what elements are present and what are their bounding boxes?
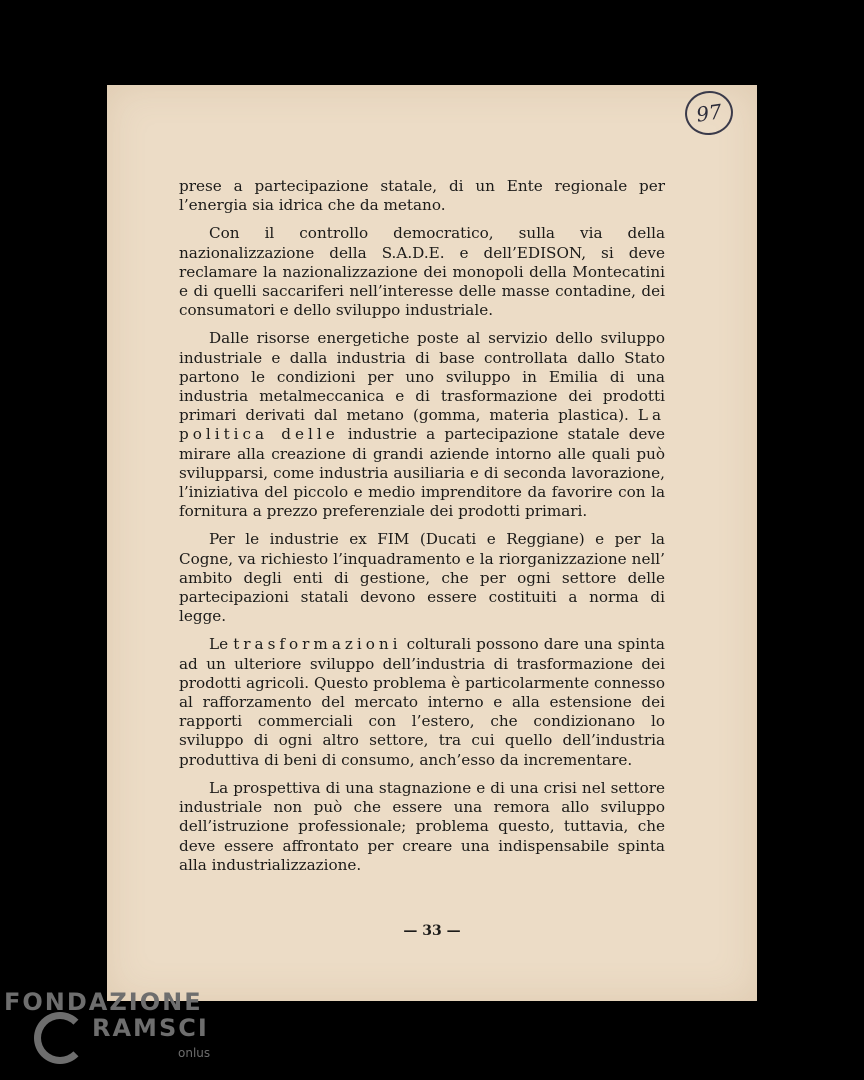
paragraph-5-text-a: Le — [209, 635, 234, 654]
logo-onlus: onlus — [178, 1046, 211, 1060]
paragraph-5-text-b: colturali possono dare una spinta ad un ulteriore sviluppo dell’industria di trasformazione dei prodotti agricoli. Questo problema è particolarmente connesso al rafforzamento del mercato interno e alla estensione dei rapporti commerciali con l’estero, che condizionano lo sviluppo di ogni altro settore, tra cui quello dell’industria produttiva di beni di consumo, anch’esso da incrementare. — [179, 635, 665, 769]
logo-g-icon — [34, 1012, 86, 1064]
paragraph-3-emphasis: La politica delle — [179, 406, 665, 444]
paragraph-5-emphasis: trasformazioni — [233, 635, 402, 654]
paragraph-6-text: La prospettiva di una stagnazione e di una crisi nel settore industriale non può che essere una remora allo sviluppo dell’istruzione professionale; problema questo, tuttavia, che deve essere affrontato per creare una indispensabile spinta alla industrializzazione. — [179, 778, 665, 874]
paragraph-1-text: prese a partecipazione statale, di un Ente regionale per l’energia sia idrica che da metano. — [179, 177, 665, 215]
body-text — [179, 177, 665, 884]
paragraph-2-text: Con il controllo democratico, sulla via della nazionalizzazione della S.A.D.E. e dell’EDISON, si deve reclamare la nazionalizzazione dei monopoli della Montecatini e di quelli saccariferi nell’interesse delle masse contadine, dei consumatori e dello sviluppo industriale. — [179, 224, 665, 320]
paragraph-6 — [179, 779, 665, 875]
paragraph-4 — [179, 530, 665, 626]
paragraph-2 — [179, 224, 665, 320]
fondazione-gramsci-logo — [4, 986, 234, 1076]
document-page — [107, 85, 757, 1001]
paragraph-5 — [179, 635, 665, 769]
paragraph-4-text: Per le industrie ex FIM (Ducati e Reggiane) e per la Cogne, va richiesto l’inquadramento e la riorganizzazione nell’ ambito degli enti di gestione, che per ogni settore delle partecipazioni statali devono essere costituiti a norma di legge. — [179, 530, 665, 626]
paragraph-3 — [179, 329, 665, 521]
logo-line-fondazione: FONDAZIONE — [4, 988, 203, 1016]
paragraph-3-text-b: industrie a partecipazione statale deve mirare alla creazione di grandi aziende intorno alle quali può svilupparsi, come industria ausiliaria e di seconda lavorazione, l’iniziativa del piccolo e medio imprenditore da favorire con la fornitura a prezzo preferenziale dei prodotti primari. — [179, 425, 665, 521]
paragraph-1 — [179, 177, 665, 215]
page-number: — 33 — — [403, 923, 461, 939]
archive-number-stamp: 97 — [682, 88, 736, 138]
logo-line-gramsci: RAMSCI — [92, 1014, 209, 1042]
paragraph-3-text-a: Dalle risorse energetiche poste al servizio dello sviluppo industriale e dalla industria di base controllata dallo Stato partono le condizioni per uno sviluppo in Emilia di una industria metalmeccanica e di trasformazione dei prodotti primari derivati dal metano (gomma, materia plastica). — [179, 329, 665, 425]
